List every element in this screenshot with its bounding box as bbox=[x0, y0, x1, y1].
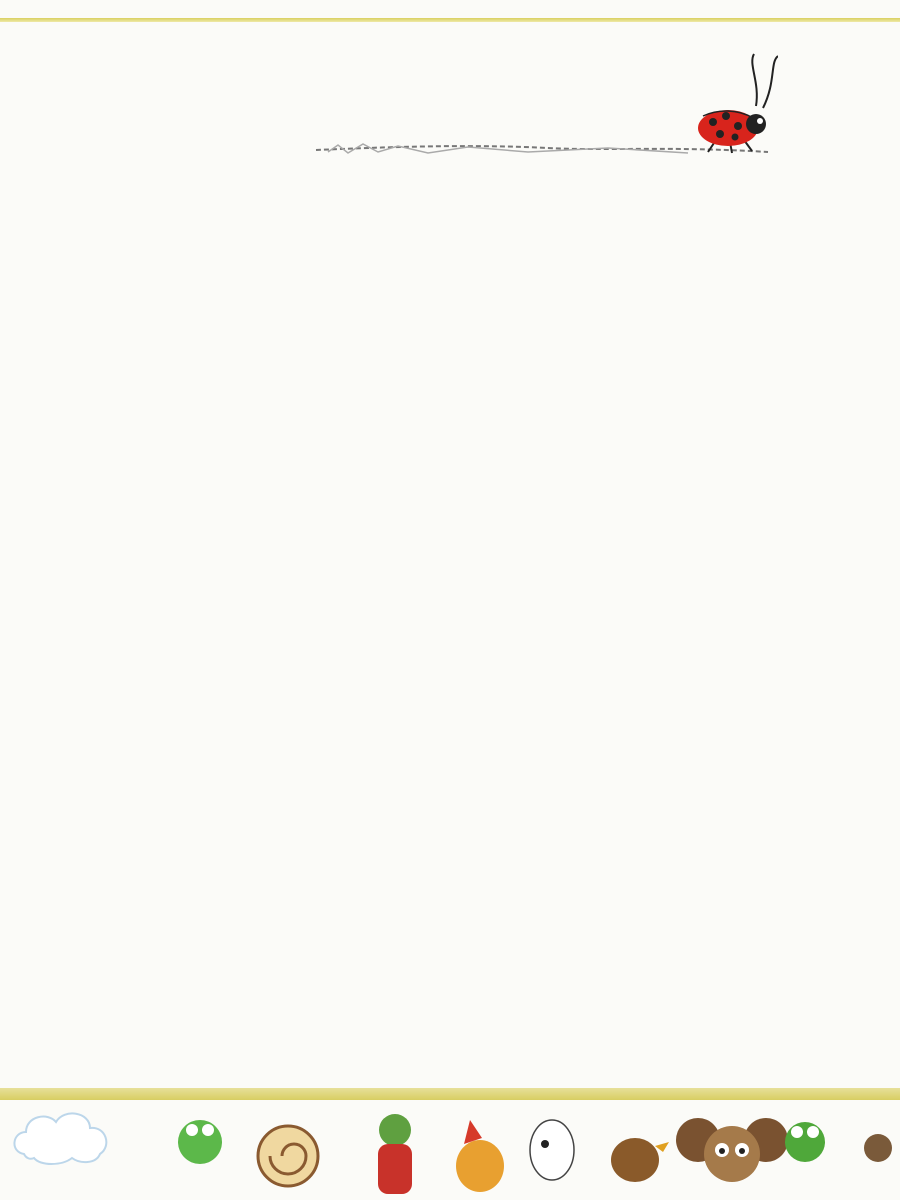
page-number-cloud bbox=[10, 1104, 114, 1168]
bottom-band bbox=[0, 1088, 900, 1100]
cartoon-characters-illustration bbox=[0, 1100, 900, 1200]
ladybug-illustration bbox=[308, 52, 778, 162]
top-decorative-strip bbox=[0, 0, 900, 22]
bottom-decorative-strip bbox=[0, 1088, 900, 1200]
